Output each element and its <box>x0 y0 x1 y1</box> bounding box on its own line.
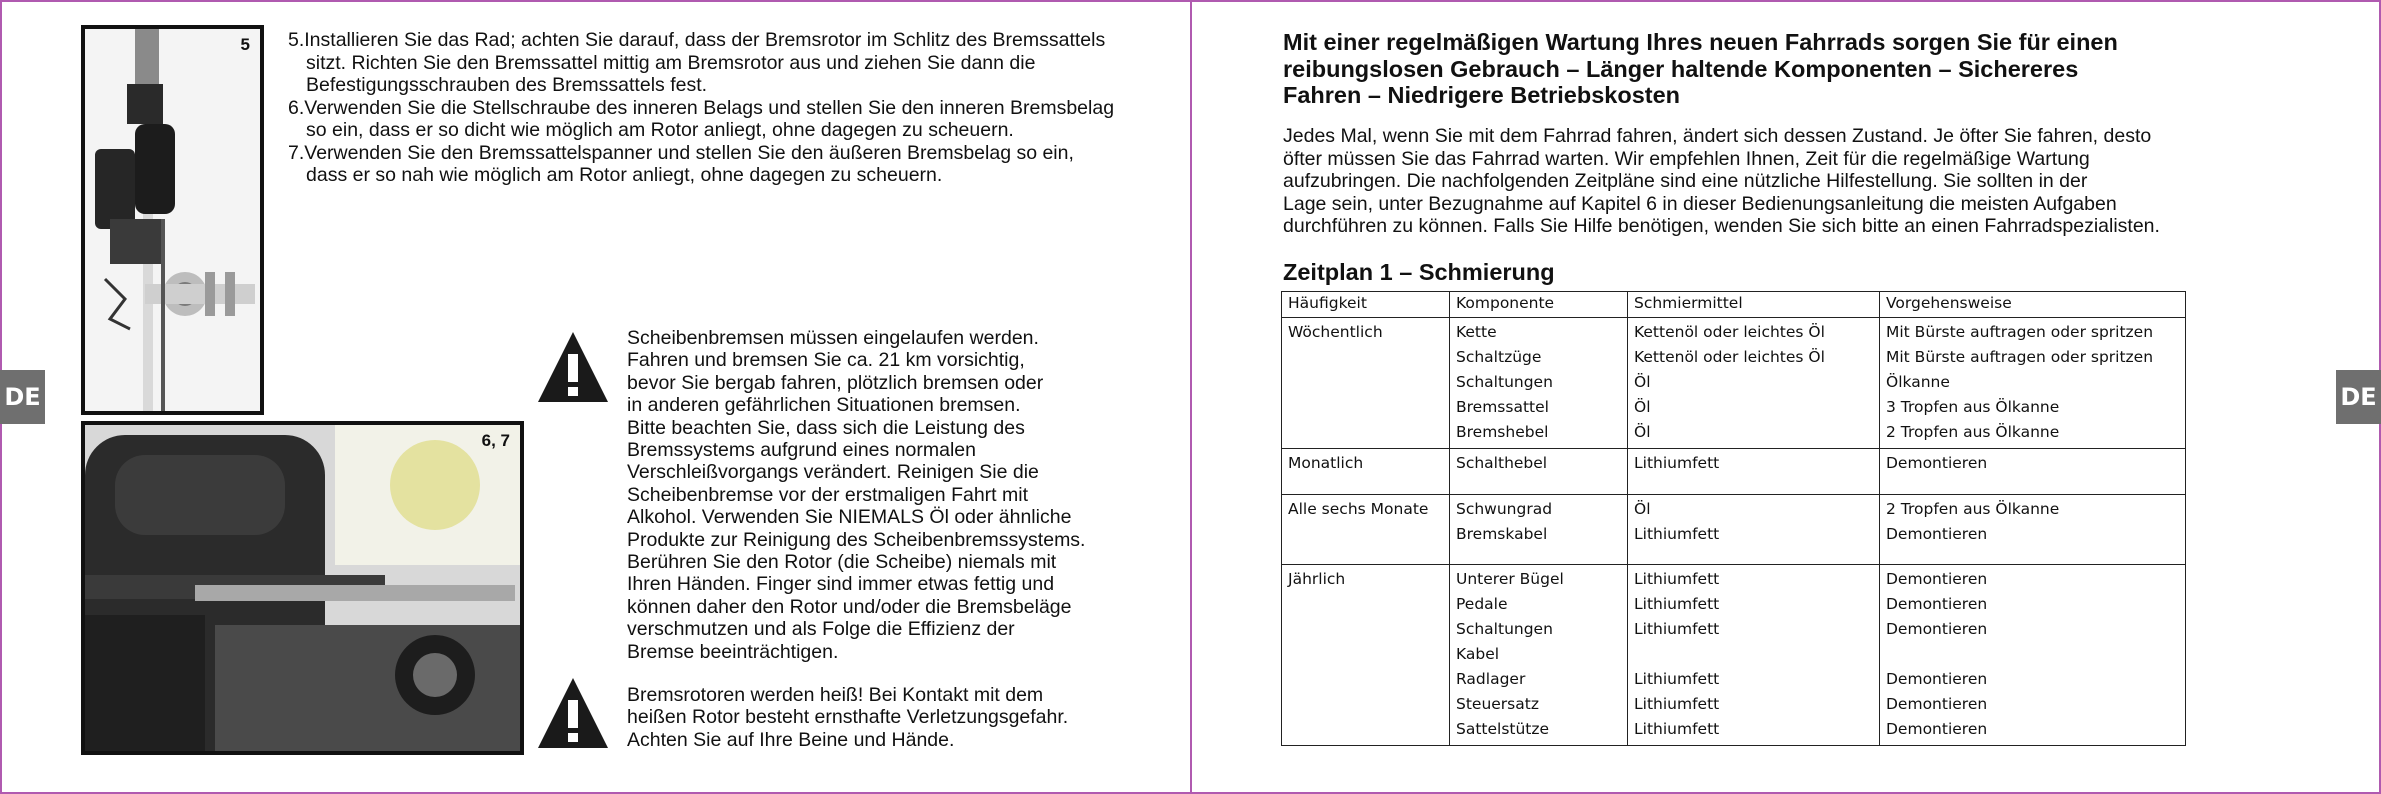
frequency-cell: Monatlich <box>1282 449 1450 495</box>
frequency-cell: Jährlich <box>1282 565 1450 746</box>
procedure-cell: 2 Tropfen aus Ölkanne Demontieren <box>1880 495 2186 565</box>
header-procedure: Vorgehensweise <box>1880 292 2186 318</box>
header-lubricant: Schmiermittel <box>1628 292 1880 318</box>
table-row <box>1282 449 2186 495</box>
brake-rotor-illustration <box>85 425 520 751</box>
lubricant-cell: Öl Lithiumfett <box>1628 495 1880 565</box>
photo-label-top: 5 <box>240 35 250 54</box>
header-frequency: Häufigkeit <box>1282 292 1450 318</box>
brake-rotor-photo <box>81 421 524 755</box>
table-row <box>1282 565 2186 746</box>
procedure-cell: Mit Bürste auftragen oder spritzen Mit Bürste auftragen oder spritzen Ölkanne 3 Tropfen aus Ölkanne 2 Tropfen aus Ölkanne <box>1880 318 2186 449</box>
table-row <box>1282 495 2186 565</box>
brake-caliper-illustration <box>85 29 260 411</box>
installation-steps <box>288 29 1118 187</box>
lubricant-cell: Kettenöl oder leichtes Öl Kettenöl oder leichtes Öl Öl Öl Öl <box>1628 318 1880 449</box>
lubricant-cell: Lithiumfett Lithiumfett Lithiumfett Lithiumfett Lithiumfett Lithiumfett <box>1628 565 1880 746</box>
component-cell: Schwungrad Bremskabel <box>1450 495 1628 565</box>
table-row <box>1282 318 2186 449</box>
warning-break-in-text: Scheibenbremsen müssen eingelaufen werden. Fahren und bremsen Sie ca. 21 km vorsichtig, bevor Sie bergab fahren, plötzlich bremsen oder in anderen gefährlichen Situationen bremsen. Bitte beachten Sie, dass sich die Leistung des Bremssystems aufgrund eines normalen Verschleißvorgangs verändert. Reinigen Sie die Scheibenbremse vor der erstmaligen Fahrt mit Alkohol. Verwenden Sie NIEMALS Öl oder ähnliche Produkte zur Reinigung des Scheibenbremssystems. Berühren Sie den Rotor (die Scheibe) niemals mit Ihren Händen. Finger sind immer etwas fettig und können daher den Rotor und/oder die Bremsbeläge verschmutzen und als Folge die Effizienz der Bremse beeinträchtigen. <box>627 327 1086 663</box>
header-component: Komponente <box>1450 292 1628 318</box>
photo-label-bottom: 6, 7 <box>481 431 510 450</box>
component-cell: Schalthebel <box>1450 449 1628 495</box>
procedure-cell: Demontieren Demontieren Demontieren Demontieren Demontieren Demontieren <box>1880 565 2186 746</box>
warning-triangle-icon <box>536 330 610 404</box>
language-tab-left: DE <box>0 370 45 424</box>
frequency-cell: Wöchentlich <box>1282 318 1450 449</box>
maintenance-heading: Mit einer regelmäßigen Wartung Ihres neuen Fahrrads sorgen Sie für einen reibungslosen Gebrauch – Länger haltende Komponenten – Sichereres Fahren – Niedrigere Betriebskosten <box>1283 29 2118 108</box>
warning-hot-rotor-icon <box>536 676 610 750</box>
component-cell: Kette Schaltzüge Schaltungen Bremssattel Bremshebel <box>1450 318 1628 449</box>
step-7: 7.Verwenden Sie den Bremssattelspanner und stellen Sie den äußeren Bremsbelag so ein, dass er so nah wie möglich am Rotor anliegt, ohne dagegen zu scheuern. <box>288 141 1074 186</box>
procedure-cell: Demontieren <box>1880 449 2186 495</box>
schedule-title: Zeitplan 1 – Schmierung <box>1283 259 1555 285</box>
table-header-row <box>1282 292 2186 318</box>
lubrication-schedule-table <box>1281 291 2186 746</box>
component-cell: Unterer Bügel Pedale Schaltungen Kabel Radlager Steuersatz Sattelstütze <box>1450 565 1628 746</box>
frequency-cell: Alle sechs Monate <box>1282 495 1450 565</box>
maintenance-intro: Jedes Mal, wenn Sie mit dem Fahrrad fahren, ändert sich dessen Zustand. Je öfter Sie fahren, desto öfter müssen Sie das Fahrrad warten. Wir empfehlen Ihnen, Zeit für die regelmäßige Wartung aufzubringen. Die nachfolgenden Zeitpläne sind eine nützliche Hilfestellung. Sie sollten in der Lage sein, unter Bezugnahme auf Kapitel 6 in dieser Bedienungsanleitung die meisten Aufgaben durchführen zu können. Falls Sie Hilfe benötigen, wenden Sie sich bitte an einen Fahrradspezialisten. <box>1283 125 2160 237</box>
language-tab-right: DE <box>2336 370 2381 424</box>
page-divider <box>1190 0 1192 794</box>
step-5: 5.Installieren Sie das Rad; achten Sie darauf, dass der Bremsrotor im Schlitz des Bremssattels sitzt. Richten Sie den Bremssattel mittig am Bremsrotor aus und ziehen Sie dann die Befestigungsschrauben des Bremssattels fest. <box>288 29 1106 96</box>
brake-caliper-photo <box>81 25 264 415</box>
step-6: 6.Verwenden Sie die Stellschraube des inneren Belags und stellen Sie den inneren Bremsbelag so ein, dass er so dicht wie möglich am Rotor anliegt, ohne dagegen zu scheuern. <box>288 96 1115 141</box>
lubricant-cell: Lithiumfett <box>1628 449 1880 495</box>
warning-hot-rotor-text: Bremsrotoren werden heiß! Bei Kontakt mit dem heißen Rotor besteht ernsthafte Verletzungsgefahr. Achten Sie auf Ihre Beine und Hände. <box>627 684 1069 751</box>
